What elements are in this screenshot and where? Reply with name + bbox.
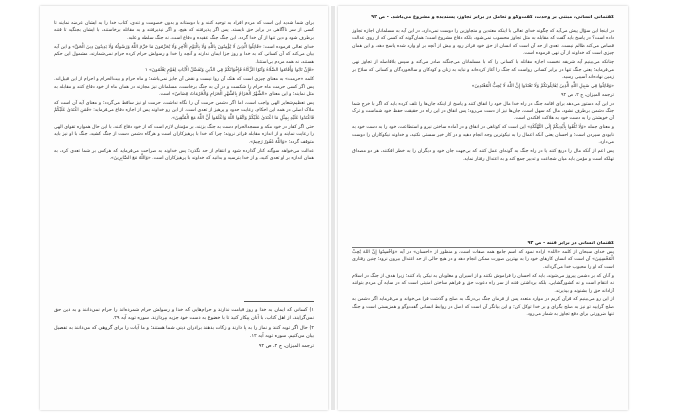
right-page — [338, 6, 628, 410]
left-page — [40, 6, 328, 410]
right-page-body-top — [352, 28, 614, 239]
running-header — [352, 15, 614, 21]
citation: ترجمه الميزان، ج ۲، ص ۹۲ — [561, 92, 614, 98]
paragraph: پس خدای سبحان از کلمه «الله» اراده نمود که اسم جامع همه صفات است، و منظور از «احسان» در آیه «وَأَحْسِنُوا إِنَّ اللَّهَ يُحِبُّ الْمُحْسِنِينَ» آن است که انسان کارهای خود را به بهترین صورت ممکن انجام دهد و در هیچ حالی از حد اعتدال بیرون نرود؛ چنین رفتاری است که او را محبوب خدا می‌گرداند. — [352, 250, 614, 270]
footnotes — [54, 306, 314, 352]
paragraph: کلمه «حرمت» به معنای چیزی است که هتک آن روا نیست و نقض آن جایز نمی‌باشد؛ و ماه حرام و بیت‌الحرام و احرام از این قبیل‌اند. پس اگر کسی حرمت ماه حرام را شکست و در آن به جنگ برخاست، مسلمانان نیز مجازند در همان ماه از خود دفاع کنند و مقابله به مثل نمایند؛ و این معنای «الشَّهْرُ الْحَرَامُ بِالشَّهْرِ الْحَرَامِ وَالْحُرُمَاتُ قِصَاصٌ» است. — [54, 77, 314, 98]
footnote-divider — [244, 301, 314, 302]
paragraph: پس اعم از آنکه مال را دریغ کنند یا در راه جنگ به گونه‌ای عمل کنند که بی‌جهت جان خود و دیگران را به خطر افکنند، هر دو مصداق تهلکه است و مؤمن باید میان شجاعت و تدبیر جمع کند و به اعتدال رفتار نماید. — [352, 149, 614, 162]
paragraph: چنانکه می‌بینیم آیه شریفه نخست اجازه مقاتله با کسانی را که با مسلمانان می‌جنگند صادر می‌کند و سپس بلافاصله از تجاوز نهی می‌فرماید؛ یعنی جنگ تنها در برابر کسانی رواست که جنگ را آغاز کرده‌اند و نباید به زنان و کودکان و سالخوردگان و کسانی که سلاح بر زمین نهاده‌اند آسیبی رسید. — [352, 60, 614, 80]
paragraph: و معنای جمله «وَلَا تُلْقُوا بِأَيْدِيكُمْ إِلَى التَّهْلُكَةِ» این است که کوتاهی در انفاق و در آماده ساختن نیرو و استطاعت، خود را به دست خود به نابودی سپردن است؛ و احسان یعنی آنکه اعمال را به نیکوترین وجه انجام دهید و در کار خیر سستی نکنید، و خداوند نیکوکاران را دوست می‌دارد. — [352, 125, 614, 146]
section-rule — [352, 247, 614, 248]
paragraph: عدالت می‌خواهد سوگند کنار گذارده شود و انتقام از حد نگذرد؛ پس خداوند به صراحت می‌فرماید که هرکس بر شما تعدی کرد، به همان اندازه بر او تعدی کنید، و از خدا بترسید و بدانید که خداوند با پرهیزکاران است. «وَاللَّهُ مَعَ الصَّابِرِينَ». — [54, 148, 314, 161]
footnote-citation: ترجمه الميزان، ج ۲، ص ۹۴ — [258, 343, 314, 349]
paragraph: از این رو می‌بینیم که قرآن کریم در موارد متعدد پس از فرمان جنگ بی‌درنگ به صلح و گذشت فرا می‌خواند و می‌فرماید اگر دشمن به صلح گرایید تو نیز به صلح بگرای و بر خدا توکل کن؛ و این بیانگر آن است که اصل در روابط انسانی گفت‌وگو و همزیستی است و جنگ تنها ضرورتی برای دفع تجاوز به شمار می‌رود. — [352, 297, 614, 318]
paragraph: خدای تعالی فرموده است: «قَاتِلُوا الَّذِينَ لَا يُؤْمِنُونَ بِاللَّهِ وَلَا بِالْيَوْمِ الْآخِرِ وَلَا يُحَرِّمُونَ مَا حَرَّمَ اللَّهُ وَرَسُولُهُ وَلَا يَدِينُونَ دِينَ الْحَقِّ» و این آیه بیان می‌کند که آن کسانی که به خدا و روز جزا ایمان ندارند و آنچه را خدا و رسولش حرام کرده حرام نمی‌شمارند، مشمول این حکم هستند، نه همه مردم بی‌استثنا. — [54, 44, 314, 65]
paragraph: پس تعظیم‌شعایر الهی واجب است، اما اگر دشمن حرمت آن را نگاه نداشت، حرمت او نیز ساقط می‌گردد؛ و معنای آیه آن است که ملاک اصلی در همه این احکام، رعایت حدود و پرهیز از تعدی است. از این رو خداوند پس از اجازه دفاع می‌فرماید: «فَمَنِ اعْتَدَىٰ عَلَيْكُمْ فَاعْتَدُوا عَلَيْهِ بِمِثْلِ مَا اعْتَدَىٰ عَلَيْكُمْ وَاتَّقُوا اللَّهَ وَاعْلَمُوا أَنَّ اللَّهَ مَعَ الْمُتَّقِينَ». — [54, 101, 314, 121]
paragraph: و آنان که بر دشمن پیروز می‌شوند، باید که احسان را فراموش نکنند و از اسیران و مغلوبان به نیکی یاد کنند؛ زیرا هدف از جنگ در اسلام نه انتقام است و نه کشورگشایی، بلکه برداشتن فتنه از سر راه دعوت حق و فراهم ساختن امنیتی است که در سایه آن مردم بتوانند آزادانه حق را بشنوند و بپذیرند. — [352, 273, 614, 294]
running-header-text: گفتمانی انسانی، مبتنی بر وحدت، گفت‌وگو و تعامل در برابر تجاوز، پسندیده و مشروع می‌باشد. - ص ۹۲ — [371, 15, 614, 20]
paragraph: در اینجا این سؤال پیش می‌آید که چگونه خدای تعالی با اینکه معتدین و متجاوزین را دوست نمی‌دارد، در این آیه به مسلمانان اجازه تجاوز داده است؟ در پاسخ باید گفت که مقابله به مثل تجاوز محسوب نمی‌شود، بلکه دفاع مشروع است؛ همان‌گونه که کسی که از روی عدالت قصاص می‌کند ظالم نیست. تعدی از حد آن است که انسان از حق خود فراتر رود و بیش از آنچه بر او وارد شده پاسخ دهد، و این همان چیزی است که خداوند از آن نهی فرموده است. — [352, 29, 614, 57]
footnote: ۱) کسانی که ایمان به خدا و روز قیامت ندارند و حرام‌هایی که خدا و رسولش حرام شمرده‌اند را حرام نمی‌دانند و به دین حق نمی‌گرایند، از اهل کتاب، با آنان پیکار کنید تا با خضوع به دست خود جزیه بپردازند. سوره توبه آیه ۲۹. — [54, 307, 314, 321]
paragraph: «فَإِنْ تَابُوا وَأَقَامُوا الصَّلَاةَ وَآتَوُا الزَّكَاةَ فَإِخْوَانُكُمْ فِي الدِّينِ وَنُفَصِّلُ الْآيَاتِ لِقَوْمٍ يَعْلَمُونَ» ۱ — [144, 68, 314, 74]
footnote: ۲) حال اگر توبه کنند و نماز را به پا دارند و زکات بدهند برادران دینی شما هستند؛ و ما آیات را برای گروهی که می‌دانند به تفصیل بیان می‌کنیم. سوره توبه آیه ۱۲. — [54, 325, 314, 339]
verse: «وَقَاتِلُوا فِي سَبِيلِ اللَّهِ الَّذِينَ يُقَاتِلُونَكُمْ وَلَا تَعْتَدُوا إِنَّ اللَّهَ لَا يُحِبُّ الْمُعْتَدِينَ» — [471, 83, 614, 89]
paragraph: در این آیه دستور می‌دهد برای اقامه جنگ در راه خدا مال خود را انفاق کنند و پاسخ از اینکه جان‌ها را تلف کرده باید که اگر با خرج شما جنگ دشمن برطرف نشود، مال که سهل است، جان‌ها نیز از دست می‌رود؛ پس انفاق در این راه در حقیقت حفظ خود شماست و ترک آن خویشتن را به دست خود به هلاکت افکندن است. — [352, 101, 614, 122]
paragraph: حتی اگر کفار در خود مکه و مسجدالحرام دست به جنگ بزنند، بر مؤمنان لازم است که از خود دفاع کنند، با این حال همواره تقوای الهی را رعایت نمایند و از اندازه مقابله فراتر نروند؛ چرا که خدا با پرهیزکاران است و هرگاه دشمن دست از جنگ کشید، جنگ با او نیز باید متوقف گردد؛ «وَاللَّهُ غَفُورٌ رَحِيمٌ». — [54, 124, 314, 145]
section-header: گفتمان انسانی در برابر فتنه - ص ۹۳ — [527, 241, 614, 246]
book-gutter — [331, 6, 335, 410]
left-page-body — [54, 20, 314, 296]
paragraph: برای شما شدید این است که مردم افراد به توحید کنند و با دوستانه و بدون خصومت و تندی، کتاب خدا را به ایشان عرضه نمایند تا کسی از سر ناآگاهی در برابر حق نایستد. پس اگر پذیرفتند که هیچ، و اگر نپذیرفتند و به مقاتله برخاستند، با ایشان بجنگید تا فتنه برطرف شود و دین تنها از آن خدا گردد. این جنگ جنگ عقیده و دفاع است، نه جنگ سلطه و غلبه. — [54, 21, 314, 41]
right-page-body-bottom — [352, 249, 614, 401]
